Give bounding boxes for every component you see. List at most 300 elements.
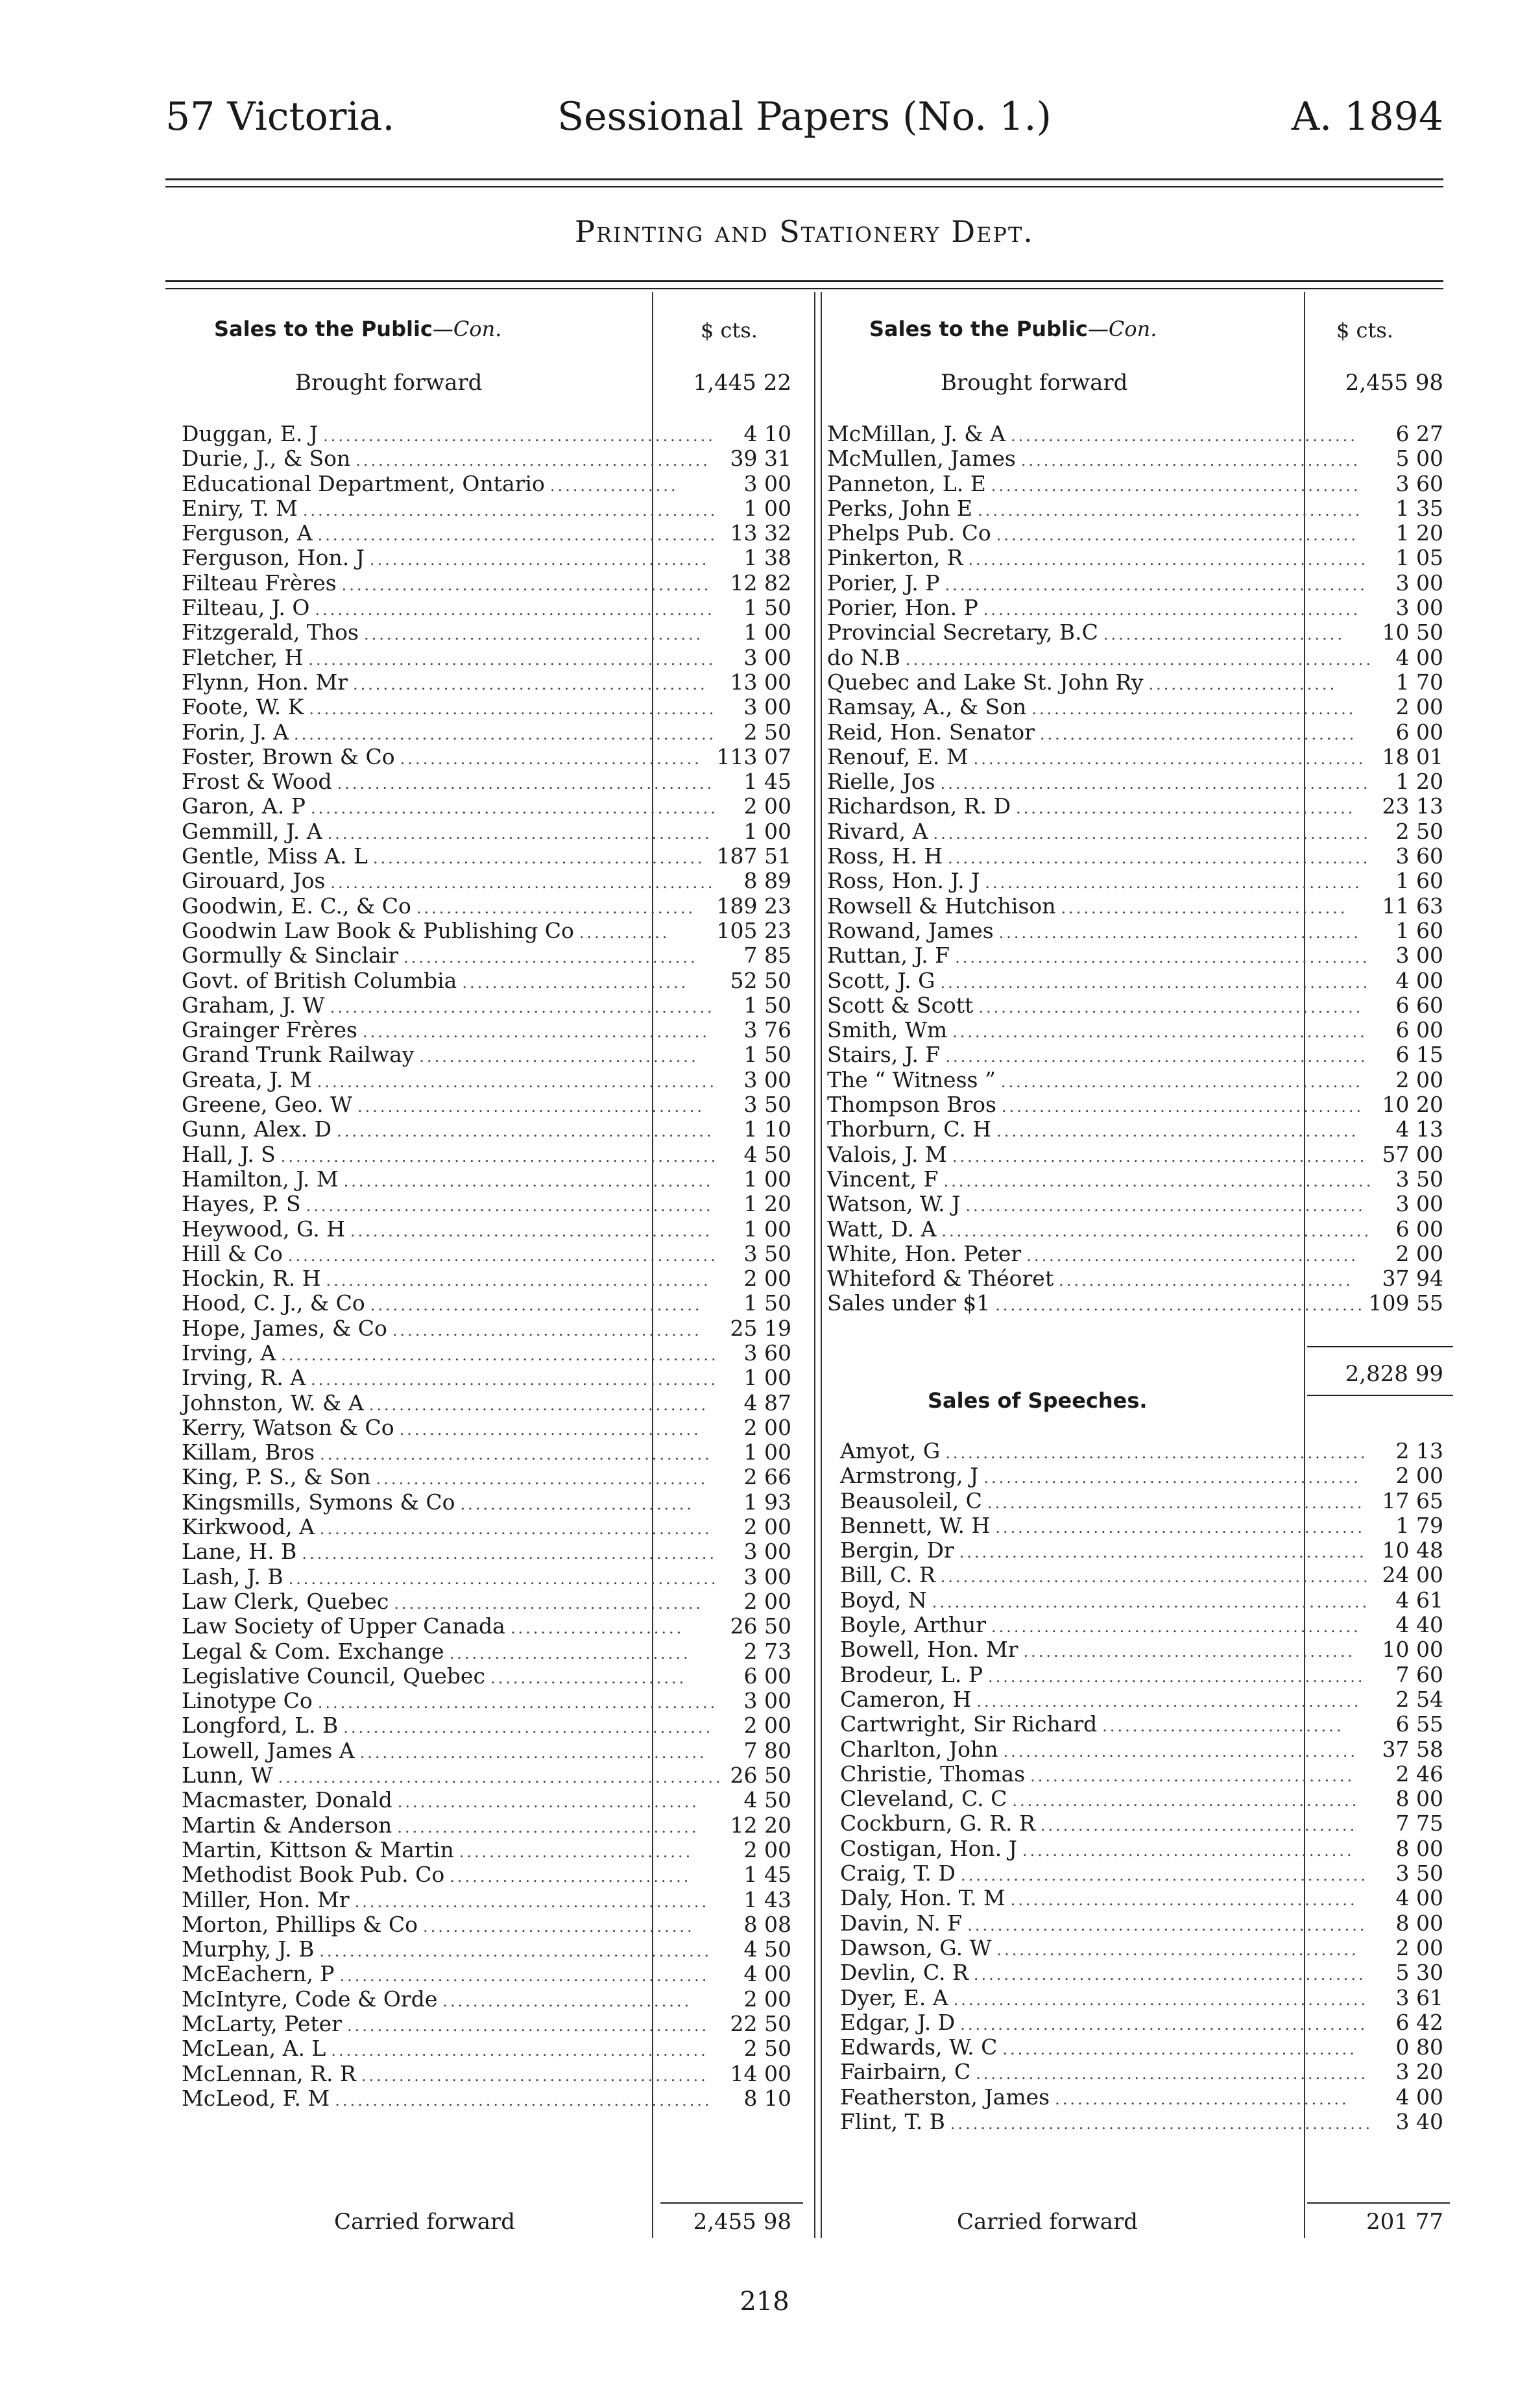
left-currency-head: $ cts. bbox=[701, 318, 758, 343]
dot-leader: ..................................................... bbox=[317, 526, 717, 545]
list-item bbox=[840, 1538, 1443, 1563]
left-carried-forward-value: 2,455 98 bbox=[693, 2209, 791, 2235]
list-item bbox=[182, 571, 791, 596]
left-brought-forward-value: 1,445 22 bbox=[693, 370, 791, 396]
entry-name: Brodeur, L. P bbox=[840, 1661, 983, 1687]
dot-leader: ................................................. bbox=[339, 1967, 710, 1986]
dot-leader: ................................. bbox=[442, 1992, 692, 2010]
entry-name: Edwards, W. C bbox=[840, 2034, 998, 2060]
entry-amount: 25 19 bbox=[730, 1315, 791, 1341]
dot-leader: ....................................................... bbox=[952, 1147, 1367, 1166]
entry-amount: 2 50 bbox=[743, 2036, 791, 2062]
list-item bbox=[182, 1465, 791, 1489]
entry-amount: 7 85 bbox=[743, 943, 791, 969]
entry-amount: 4 50 bbox=[743, 1936, 791, 1962]
list-item bbox=[182, 2012, 791, 2036]
header-rule-top bbox=[165, 178, 1443, 180]
list-item bbox=[182, 1366, 791, 1390]
entry-amount: 14 00 bbox=[730, 2060, 791, 2086]
dot-leader: ..................................................... bbox=[968, 551, 1368, 570]
entry-name: Ferguson, A bbox=[182, 520, 313, 546]
right-heading-suffix: —Con. bbox=[1087, 317, 1157, 341]
entry-name: Devlin, C. R bbox=[840, 1960, 969, 1986]
entry-amount: 22 50 bbox=[730, 2011, 791, 2036]
entry-amount: 2 50 bbox=[1395, 818, 1443, 844]
list-item bbox=[182, 1266, 791, 1291]
dot-leader: .................................................. bbox=[987, 1493, 1365, 1512]
dot-leader: .......................................... bbox=[1040, 1816, 1358, 1835]
list-item bbox=[827, 446, 1443, 471]
dot-leader: ...................................................... bbox=[309, 700, 717, 719]
entry-name: Dyer, E. A bbox=[840, 1984, 948, 2010]
entry-name: Hockin, R. H bbox=[182, 1266, 321, 1292]
entry-name: Law Clerk, Quebec bbox=[182, 1588, 389, 1614]
list-item bbox=[827, 1217, 1443, 1242]
list-item bbox=[840, 1613, 1443, 1637]
entry-amount: 26 50 bbox=[730, 1613, 791, 1639]
entry-amount: 1 79 bbox=[1395, 1512, 1443, 1538]
dot-leader: ........................................ bbox=[399, 1420, 701, 1439]
dot-leader: ......................................................... bbox=[287, 1246, 718, 1265]
entry-amount: 4 00 bbox=[1395, 967, 1443, 993]
dot-leader: ............................... bbox=[459, 1842, 693, 1861]
list-item bbox=[840, 1861, 1443, 1886]
dot-leader: ................................................... bbox=[327, 824, 712, 843]
list-item bbox=[182, 695, 791, 719]
entry-name: Panneton, L. E bbox=[827, 470, 986, 496]
entry-amount: 2 00 bbox=[743, 1266, 791, 1292]
dot-leader: ...................................... bbox=[1061, 898, 1348, 917]
dot-leader: ........................................................ bbox=[945, 1444, 1368, 1462]
entry-amount: 1 00 bbox=[743, 620, 791, 645]
entry-name: Gunn, Alex. D bbox=[182, 1116, 332, 1142]
list-item bbox=[827, 422, 1443, 446]
entry-name: Christie, Thomas bbox=[840, 1761, 1026, 1787]
entry-name: Goodwin Law Book & Publishing Co bbox=[182, 917, 574, 943]
list-item bbox=[182, 1539, 791, 1564]
list-item bbox=[827, 620, 1443, 645]
list-item bbox=[182, 1838, 791, 1862]
entry-name: Scott & Scott bbox=[827, 992, 974, 1018]
dot-leader: ....................................................... bbox=[952, 1023, 1367, 1042]
entry-name: Garon, A. P bbox=[182, 793, 306, 819]
dot-leader: .................................................... bbox=[323, 427, 716, 445]
entry-name: McMillan, J. & A bbox=[827, 421, 1005, 446]
entry-amount: 26 50 bbox=[730, 1763, 791, 1788]
right-carried-forward-value: 201 77 bbox=[1366, 2209, 1443, 2235]
list-item bbox=[827, 472, 1443, 496]
entry-name: Cartwright, Sir Richard bbox=[840, 1711, 1098, 1737]
entry-amount: 2 46 bbox=[1395, 1761, 1443, 1787]
entry-name: Hamilton, J. M bbox=[182, 1166, 339, 1192]
entry-name: Irving, A bbox=[182, 1340, 276, 1366]
list-item bbox=[827, 943, 1443, 968]
entry-amount: 8 08 bbox=[743, 1911, 791, 1937]
dot-leader: ......................................................... bbox=[941, 1222, 1372, 1240]
entry-amount: 105 23 bbox=[716, 917, 791, 943]
list-item bbox=[182, 1068, 791, 1092]
entry-amount: 0 80 bbox=[1395, 2034, 1443, 2060]
list-item bbox=[840, 1513, 1443, 1538]
entry-name: Pinkerton, R bbox=[827, 545, 963, 571]
entry-name: Perks, John E bbox=[827, 495, 973, 521]
left-entries-list bbox=[182, 422, 791, 2111]
list-item bbox=[182, 1192, 791, 1216]
list-item bbox=[182, 1242, 791, 1266]
entry-amount: 2 00 bbox=[1395, 1066, 1443, 1092]
dot-leader: ....................................... bbox=[1059, 1271, 1353, 1290]
entry-name: Sales under $1 bbox=[827, 1290, 991, 1316]
entry-name: Rowsell & Hutchison bbox=[827, 893, 1056, 919]
list-item bbox=[182, 1515, 791, 1539]
dot-leader: ..................................................... bbox=[967, 1916, 1367, 1934]
list-item bbox=[182, 1440, 791, 1465]
entry-name: Fitzgerald, Thos bbox=[182, 620, 359, 645]
entry-name: Murphy, J. B bbox=[182, 1936, 315, 1962]
entry-amount: 6 42 bbox=[1395, 2009, 1443, 2035]
dot-leader: ....................................... bbox=[1055, 2089, 1349, 2108]
list-item bbox=[182, 1341, 791, 1366]
list-item bbox=[840, 1563, 1443, 1587]
entry-amount: 187 51 bbox=[716, 843, 791, 869]
entry-amount: 8 00 bbox=[1395, 1835, 1443, 1861]
table-rule-top bbox=[165, 280, 1443, 282]
list-item bbox=[182, 422, 791, 446]
entry-name: Linotype Co bbox=[182, 1688, 313, 1714]
dot-leader: .............................................. bbox=[361, 2066, 708, 2085]
list-item bbox=[182, 1614, 791, 1639]
entry-amount: 37 94 bbox=[1382, 1266, 1443, 1292]
list-item bbox=[182, 620, 791, 645]
list-item bbox=[182, 1316, 791, 1341]
entry-amount: 4 00 bbox=[743, 1961, 791, 1987]
dot-leader: ............................................. bbox=[1020, 451, 1361, 470]
dot-leader: ......................................................... bbox=[940, 973, 1371, 992]
entry-name: Davin, N. F bbox=[840, 1910, 963, 1936]
dot-leader: .............................................. bbox=[1012, 1792, 1360, 1811]
entry-amount: 4 10 bbox=[743, 421, 791, 446]
entry-amount: 10 48 bbox=[1382, 1537, 1443, 1563]
list-item bbox=[840, 1663, 1443, 1687]
page-number: 218 bbox=[740, 2287, 789, 2317]
list-item bbox=[182, 521, 791, 546]
entry-name: Lane, H. B bbox=[182, 1539, 297, 1565]
list-item bbox=[840, 1836, 1443, 1861]
dot-leader: ........................................... bbox=[1031, 700, 1356, 719]
right-currency-head: $ cts. bbox=[1336, 318, 1393, 343]
list-item bbox=[182, 1739, 791, 1763]
dot-leader: ................................................ bbox=[350, 1222, 713, 1240]
session-label: 57 Victoria. bbox=[165, 94, 395, 139]
entry-amount: 3 00 bbox=[743, 1563, 791, 1589]
dot-leader: ................................................... bbox=[326, 1271, 711, 1290]
entry-amount: 3 50 bbox=[1395, 1860, 1443, 1886]
entry-name: Phelps Pub. Co bbox=[827, 520, 991, 546]
dot-leader: ................................................. bbox=[991, 476, 1361, 495]
entry-amount: 7 75 bbox=[1395, 1811, 1443, 1836]
list-item bbox=[182, 1490, 791, 1515]
entry-amount: 8 89 bbox=[743, 868, 791, 894]
entry-name: Grand Trunk Railway bbox=[182, 1042, 415, 1068]
entry-name: Legal & Com. Exchange bbox=[182, 1638, 444, 1664]
list-item bbox=[840, 1960, 1443, 1985]
list-item bbox=[827, 1042, 1443, 1067]
entry-name: Durie, J., & Son bbox=[182, 446, 351, 472]
entry-amount: 1 50 bbox=[743, 1042, 791, 1068]
entry-name: Edgar, J. D bbox=[840, 2009, 956, 2035]
dot-leader: ..................................................... bbox=[315, 601, 715, 620]
entry-amount: 3 00 bbox=[743, 1066, 791, 1092]
entry-amount: 3 00 bbox=[743, 644, 791, 670]
dot-leader: ................. bbox=[549, 476, 679, 495]
dot-leader: ..................................... bbox=[416, 898, 696, 917]
list-item bbox=[827, 546, 1443, 570]
list-item bbox=[827, 1117, 1443, 1142]
list-item bbox=[182, 1763, 791, 1788]
entry-name: White, Hon. Peter bbox=[827, 1240, 1022, 1266]
entry-amount: 2 00 bbox=[743, 1588, 791, 1614]
entry-name: Watson, W. J bbox=[827, 1191, 961, 1217]
entry-name: Quebec and Lake St. John Ry bbox=[827, 669, 1144, 695]
dot-leader: ......................................... bbox=[394, 1594, 704, 1613]
dot-leader: .............................................. bbox=[362, 1023, 710, 1042]
list-item bbox=[182, 1042, 791, 1067]
list-item bbox=[827, 1192, 1443, 1216]
entry-amount: 13 32 bbox=[730, 520, 791, 546]
entry-amount: 2 00 bbox=[743, 793, 791, 819]
entry-name: Armstrong, J bbox=[840, 1463, 979, 1489]
entry-name: Ross, Hon. J. J bbox=[827, 868, 980, 894]
entry-name: Miller, Hon. Mr bbox=[182, 1886, 350, 1912]
list-item bbox=[840, 2110, 1443, 2134]
year-label: A. 1894 bbox=[1291, 94, 1443, 139]
entry-name: Gormully & Sinclair bbox=[182, 943, 399, 969]
dot-leader: ................................................. bbox=[995, 1518, 1366, 1537]
list-item bbox=[827, 794, 1443, 819]
entry-name: Craig, T. D bbox=[840, 1860, 956, 1886]
entry-name: McLarty, Peter bbox=[182, 2011, 342, 2036]
entry-name: Graham, J. W bbox=[182, 992, 325, 1018]
entry-amount: 1 00 bbox=[743, 1166, 791, 1192]
list-item bbox=[182, 1167, 791, 1192]
entry-amount: 6 00 bbox=[1395, 1216, 1443, 1242]
entry-amount: 10 50 bbox=[1382, 620, 1443, 645]
entry-name: Reid, Hon. Senator bbox=[827, 719, 1035, 745]
entry-amount: 3 60 bbox=[1395, 843, 1443, 869]
dot-leader: ........................................................ bbox=[950, 2115, 1373, 2134]
entry-amount: 1 20 bbox=[1395, 769, 1443, 795]
entry-amount: 2 66 bbox=[743, 1464, 791, 1490]
dot-leader: ....................................................... bbox=[302, 1545, 717, 1563]
dot-leader: ....................................... bbox=[403, 948, 698, 967]
entry-name: Provincial Secretary, B.C bbox=[827, 620, 1098, 645]
entry-name: Girouard, Jos bbox=[182, 868, 326, 894]
list-item bbox=[827, 969, 1443, 993]
entry-amount: 1 50 bbox=[743, 1290, 791, 1316]
speeches-heading: Sales of Speeches. bbox=[928, 1388, 1148, 1413]
entry-amount: 7 60 bbox=[1395, 1661, 1443, 1687]
entry-amount: 109 55 bbox=[1368, 1290, 1443, 1316]
list-item bbox=[182, 496, 791, 521]
dot-leader: ..................................................... bbox=[965, 1197, 1366, 1216]
list-item bbox=[840, 1936, 1443, 1960]
list-item bbox=[182, 1937, 791, 1962]
entry-name: McLennan, R. R bbox=[182, 2060, 356, 2086]
entry-name: Flint, T. B bbox=[840, 2109, 945, 2135]
list-item bbox=[840, 1986, 1443, 2010]
entry-name: Flynn, Hon. Mr bbox=[182, 669, 348, 695]
entry-name: Bill, C. R bbox=[840, 1562, 935, 1588]
entry-amount: 1 43 bbox=[743, 1886, 791, 1912]
entry-amount: 17 65 bbox=[1382, 1487, 1443, 1513]
entry-name: Frost & Wood bbox=[182, 769, 332, 795]
entry-name: Smith, Wm bbox=[827, 1017, 948, 1043]
list-item bbox=[827, 869, 1443, 893]
entry-name: do N.B bbox=[827, 644, 900, 670]
dot-leader: .............................................................. bbox=[906, 650, 1373, 669]
dot-leader: ....................................................... bbox=[302, 501, 718, 520]
entry-name: Watt, D. A bbox=[827, 1216, 937, 1242]
entry-name: Featherston, James bbox=[840, 2084, 1050, 2110]
dot-leader: .................................... bbox=[423, 1917, 695, 1936]
dot-leader: ................................................... bbox=[976, 1692, 1362, 1711]
dot-leader: ............ bbox=[579, 923, 670, 942]
entry-amount: 13 00 bbox=[730, 669, 791, 695]
list-item bbox=[840, 2085, 1443, 2110]
dot-leader: ................................................ bbox=[346, 2017, 710, 2035]
dot-leader: ................................................ bbox=[998, 923, 1361, 942]
list-item bbox=[827, 1167, 1443, 1192]
dot-leader: .................................................... bbox=[319, 1942, 712, 1961]
list-item bbox=[840, 1712, 1443, 1737]
entry-amount: 113 07 bbox=[716, 743, 791, 769]
list-item bbox=[827, 596, 1443, 620]
list-item bbox=[182, 1788, 791, 1812]
dot-leader: ............................................... bbox=[354, 1892, 710, 1911]
entry-amount: 2 00 bbox=[1395, 1463, 1443, 1489]
entry-amount: 24 00 bbox=[1382, 1562, 1443, 1588]
entry-name: Johnston, W. & A bbox=[182, 1390, 364, 1415]
dot-leader: ............................................ bbox=[370, 1296, 703, 1315]
entry-amount: 1 50 bbox=[743, 992, 791, 1018]
entry-name: Hood, C. J., & Co bbox=[182, 1290, 365, 1316]
dot-leader: ......................... bbox=[1148, 675, 1338, 693]
dot-leader: .................................................. bbox=[337, 775, 715, 793]
list-item bbox=[840, 1637, 1443, 1662]
entry-amount: 1 50 bbox=[743, 595, 791, 621]
list-item bbox=[827, 769, 1443, 794]
entry-amount: 1 00 bbox=[743, 1216, 791, 1242]
entry-amount: 3 50 bbox=[1395, 1166, 1443, 1192]
entry-name: Rielle, Jos bbox=[827, 769, 935, 795]
right-column-heading bbox=[869, 317, 1157, 341]
list-item bbox=[827, 521, 1443, 546]
entry-amount: 8 10 bbox=[743, 2085, 791, 2111]
entry-amount: 3 00 bbox=[1395, 570, 1443, 596]
entry-name: Ruttan, J. F bbox=[827, 943, 950, 969]
entry-name: Law Society of Upper Canada bbox=[182, 1613, 505, 1639]
entry-amount: 1 00 bbox=[743, 1365, 791, 1391]
entry-amount: 2 00 bbox=[1395, 1934, 1443, 1960]
list-item bbox=[182, 2086, 791, 2111]
entry-name: Martin, Kittson & Martin bbox=[182, 1836, 454, 1862]
entry-name: Educational Department, Ontario bbox=[182, 470, 545, 496]
list-item bbox=[827, 1092, 1443, 1117]
entry-name: Morton, Phillips & Co bbox=[182, 1911, 418, 1937]
dot-leader: ......................................................... bbox=[943, 1172, 1374, 1190]
entry-amount: 3 50 bbox=[743, 1240, 791, 1266]
dot-leader: ................................................ bbox=[1001, 1098, 1364, 1116]
entry-name: Porier, Hon. P bbox=[827, 595, 978, 621]
entry-name: Stairs, J. F bbox=[827, 1042, 941, 1068]
entry-name: Porier, J. P bbox=[827, 570, 940, 596]
dot-leader: ............................................. bbox=[1016, 799, 1356, 818]
dot-leader: .................................................... bbox=[973, 1966, 1366, 1984]
list-item bbox=[182, 1291, 791, 1316]
dot-leader: .............................................. bbox=[1010, 427, 1358, 445]
entry-name: Fairbairn, C bbox=[840, 2059, 971, 2085]
entry-name: Hall, J. S bbox=[182, 1141, 276, 1167]
list-item bbox=[182, 1117, 791, 1142]
dot-leader: ...................................................... bbox=[310, 799, 718, 818]
entry-amount: 12 20 bbox=[730, 1812, 791, 1838]
list-item bbox=[827, 571, 1443, 596]
entry-name: Goodwin, E. C., & Co bbox=[182, 893, 411, 919]
list-item bbox=[827, 1266, 1443, 1291]
list-item bbox=[182, 1689, 791, 1713]
dot-leader: .......................................................... bbox=[280, 1147, 719, 1166]
entry-name: Rivard, A bbox=[827, 818, 928, 844]
entry-name: Thorburn, C. H bbox=[827, 1116, 992, 1142]
entry-name: Ramsay, A., & Son bbox=[827, 694, 1027, 720]
running-header bbox=[165, 91, 1443, 149]
dot-leader: ....................................................... bbox=[955, 948, 1370, 967]
entry-amount: 1 10 bbox=[743, 1116, 791, 1142]
entry-amount: 52 50 bbox=[730, 967, 791, 993]
entry-amount: 3 50 bbox=[743, 1092, 791, 1118]
dot-leader: .................................................. bbox=[988, 1667, 1366, 1686]
entry-name: King, P. S., & Son bbox=[182, 1464, 371, 1490]
right-carried-forward-label: Carried forward bbox=[957, 2209, 1138, 2235]
entry-amount: 4 13 bbox=[1395, 1116, 1443, 1142]
dot-leader: ............................................ bbox=[372, 849, 705, 868]
list-item bbox=[827, 919, 1443, 943]
entry-amount: 10 20 bbox=[1382, 1092, 1443, 1118]
dot-leader: ..................................................... bbox=[317, 1072, 717, 1091]
dot-leader: ........................................ bbox=[397, 1818, 699, 1836]
list-item bbox=[827, 496, 1443, 521]
dot-leader: .................................................. bbox=[985, 874, 1362, 893]
right-subtotal-rule bbox=[1307, 1346, 1453, 1347]
dot-leader: ................................................. bbox=[991, 1618, 1361, 1637]
entry-name: Kerry, Watson & Co bbox=[182, 1414, 394, 1440]
entry-name: Cleveland, C. C bbox=[840, 1786, 1007, 1812]
list-item bbox=[182, 2036, 791, 2061]
entry-amount: 7 80 bbox=[743, 1737, 791, 1763]
list-item bbox=[827, 1068, 1443, 1092]
entry-name: Gemmill, J. A bbox=[182, 818, 322, 844]
entry-amount: 5 00 bbox=[1395, 446, 1443, 472]
dot-leader: ......................................................... bbox=[940, 1568, 1371, 1587]
list-item bbox=[182, 645, 791, 670]
dot-leader: ................................ bbox=[1103, 625, 1345, 644]
entry-amount: 3 76 bbox=[743, 1017, 791, 1043]
list-item bbox=[182, 1713, 791, 1738]
entry-amount: 57 00 bbox=[1382, 1141, 1443, 1167]
entry-name: Renouf, E. M bbox=[827, 743, 969, 769]
dot-leader: .................................................... bbox=[973, 749, 1366, 768]
entry-name: Macmaster, Donald bbox=[182, 1787, 392, 1813]
